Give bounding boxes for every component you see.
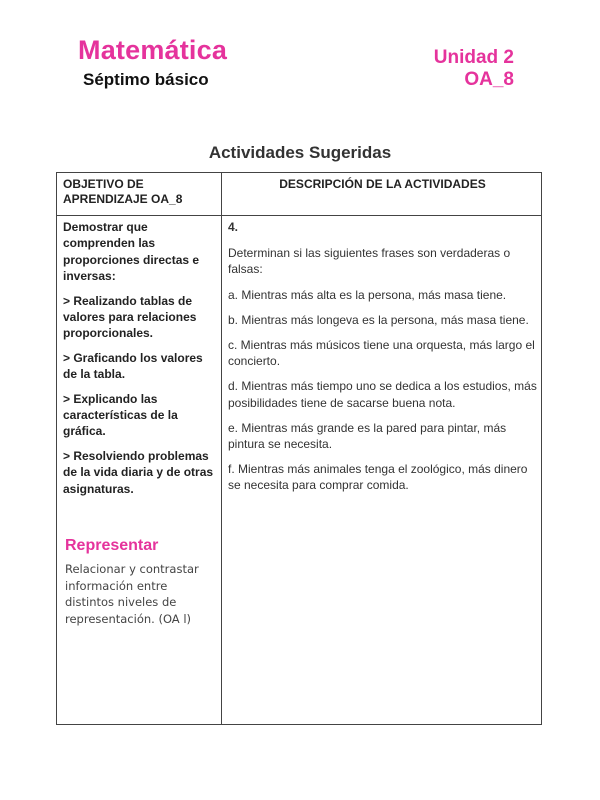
skill-block — [65, 537, 215, 627]
subject-title: Matemática — [78, 35, 228, 65]
skill-text: Relacionar y contrastar información entre distintos niveles de representación. (OA l) — [65, 562, 199, 626]
unit-label: Unidad 2 — [433, 47, 514, 68]
activity-number: 4. — [228, 220, 239, 234]
objective-intro: Demostrar que comprenden las proporciones directas e inversas: — [63, 220, 200, 284]
activity-item: c. Mientras más músicos tiene una orquesta, más largo el concierto. — [228, 338, 535, 369]
objective-header: OBJETIVO DE APRENDIZAJE OA_8 — [63, 177, 183, 206]
skill-title: Representar — [65, 537, 159, 554]
objective-point: > Realizando tablas de valores para relaciones proporcionales. — [63, 293, 197, 341]
objective-point: > Resolviendo problemas de la vida diaria y de otras asignaturas. — [63, 448, 214, 496]
objective-point: > Graficando los valores de la tabla. — [63, 350, 203, 382]
activity-item: e. Mientras más grande es la pared para pintar, más pintura se necesita. — [228, 420, 507, 452]
objective-point: > Explicando las características de la gráfica. — [63, 391, 178, 439]
activity-intro: Determinan si las siguientes frases son verdaderas o falsas: — [228, 246, 511, 277]
grade-label: Séptimo básico — [83, 70, 209, 89]
header-divider — [57, 215, 541, 216]
page-header — [0, 0, 600, 110]
activities-table — [56, 172, 542, 725]
section-title: Actividades Sugeridas — [208, 143, 392, 162]
oa-label: OA_8 — [464, 69, 514, 90]
description-cell — [228, 219, 540, 503]
activity-item: d. Mientras más tiempo uno se dedica a los estudios, más posibilidades tiene de sacarse buena nota. — [228, 379, 537, 410]
objective-cell — [63, 219, 219, 505]
activity-item: a. Mientras más alta es la persona, más masa tiene. — [228, 287, 507, 302]
activity-item: f. Mientras más animales tenga el zoológico, más dinero se necesita para comprar comida. — [228, 462, 528, 493]
description-header: DESCRIPCIÓN DE LA ACTIVIDADES — [279, 177, 486, 191]
column-divider — [221, 173, 222, 724]
activity-item: b. Mientras más longeva es la persona, más masa tiene. — [228, 312, 529, 327]
